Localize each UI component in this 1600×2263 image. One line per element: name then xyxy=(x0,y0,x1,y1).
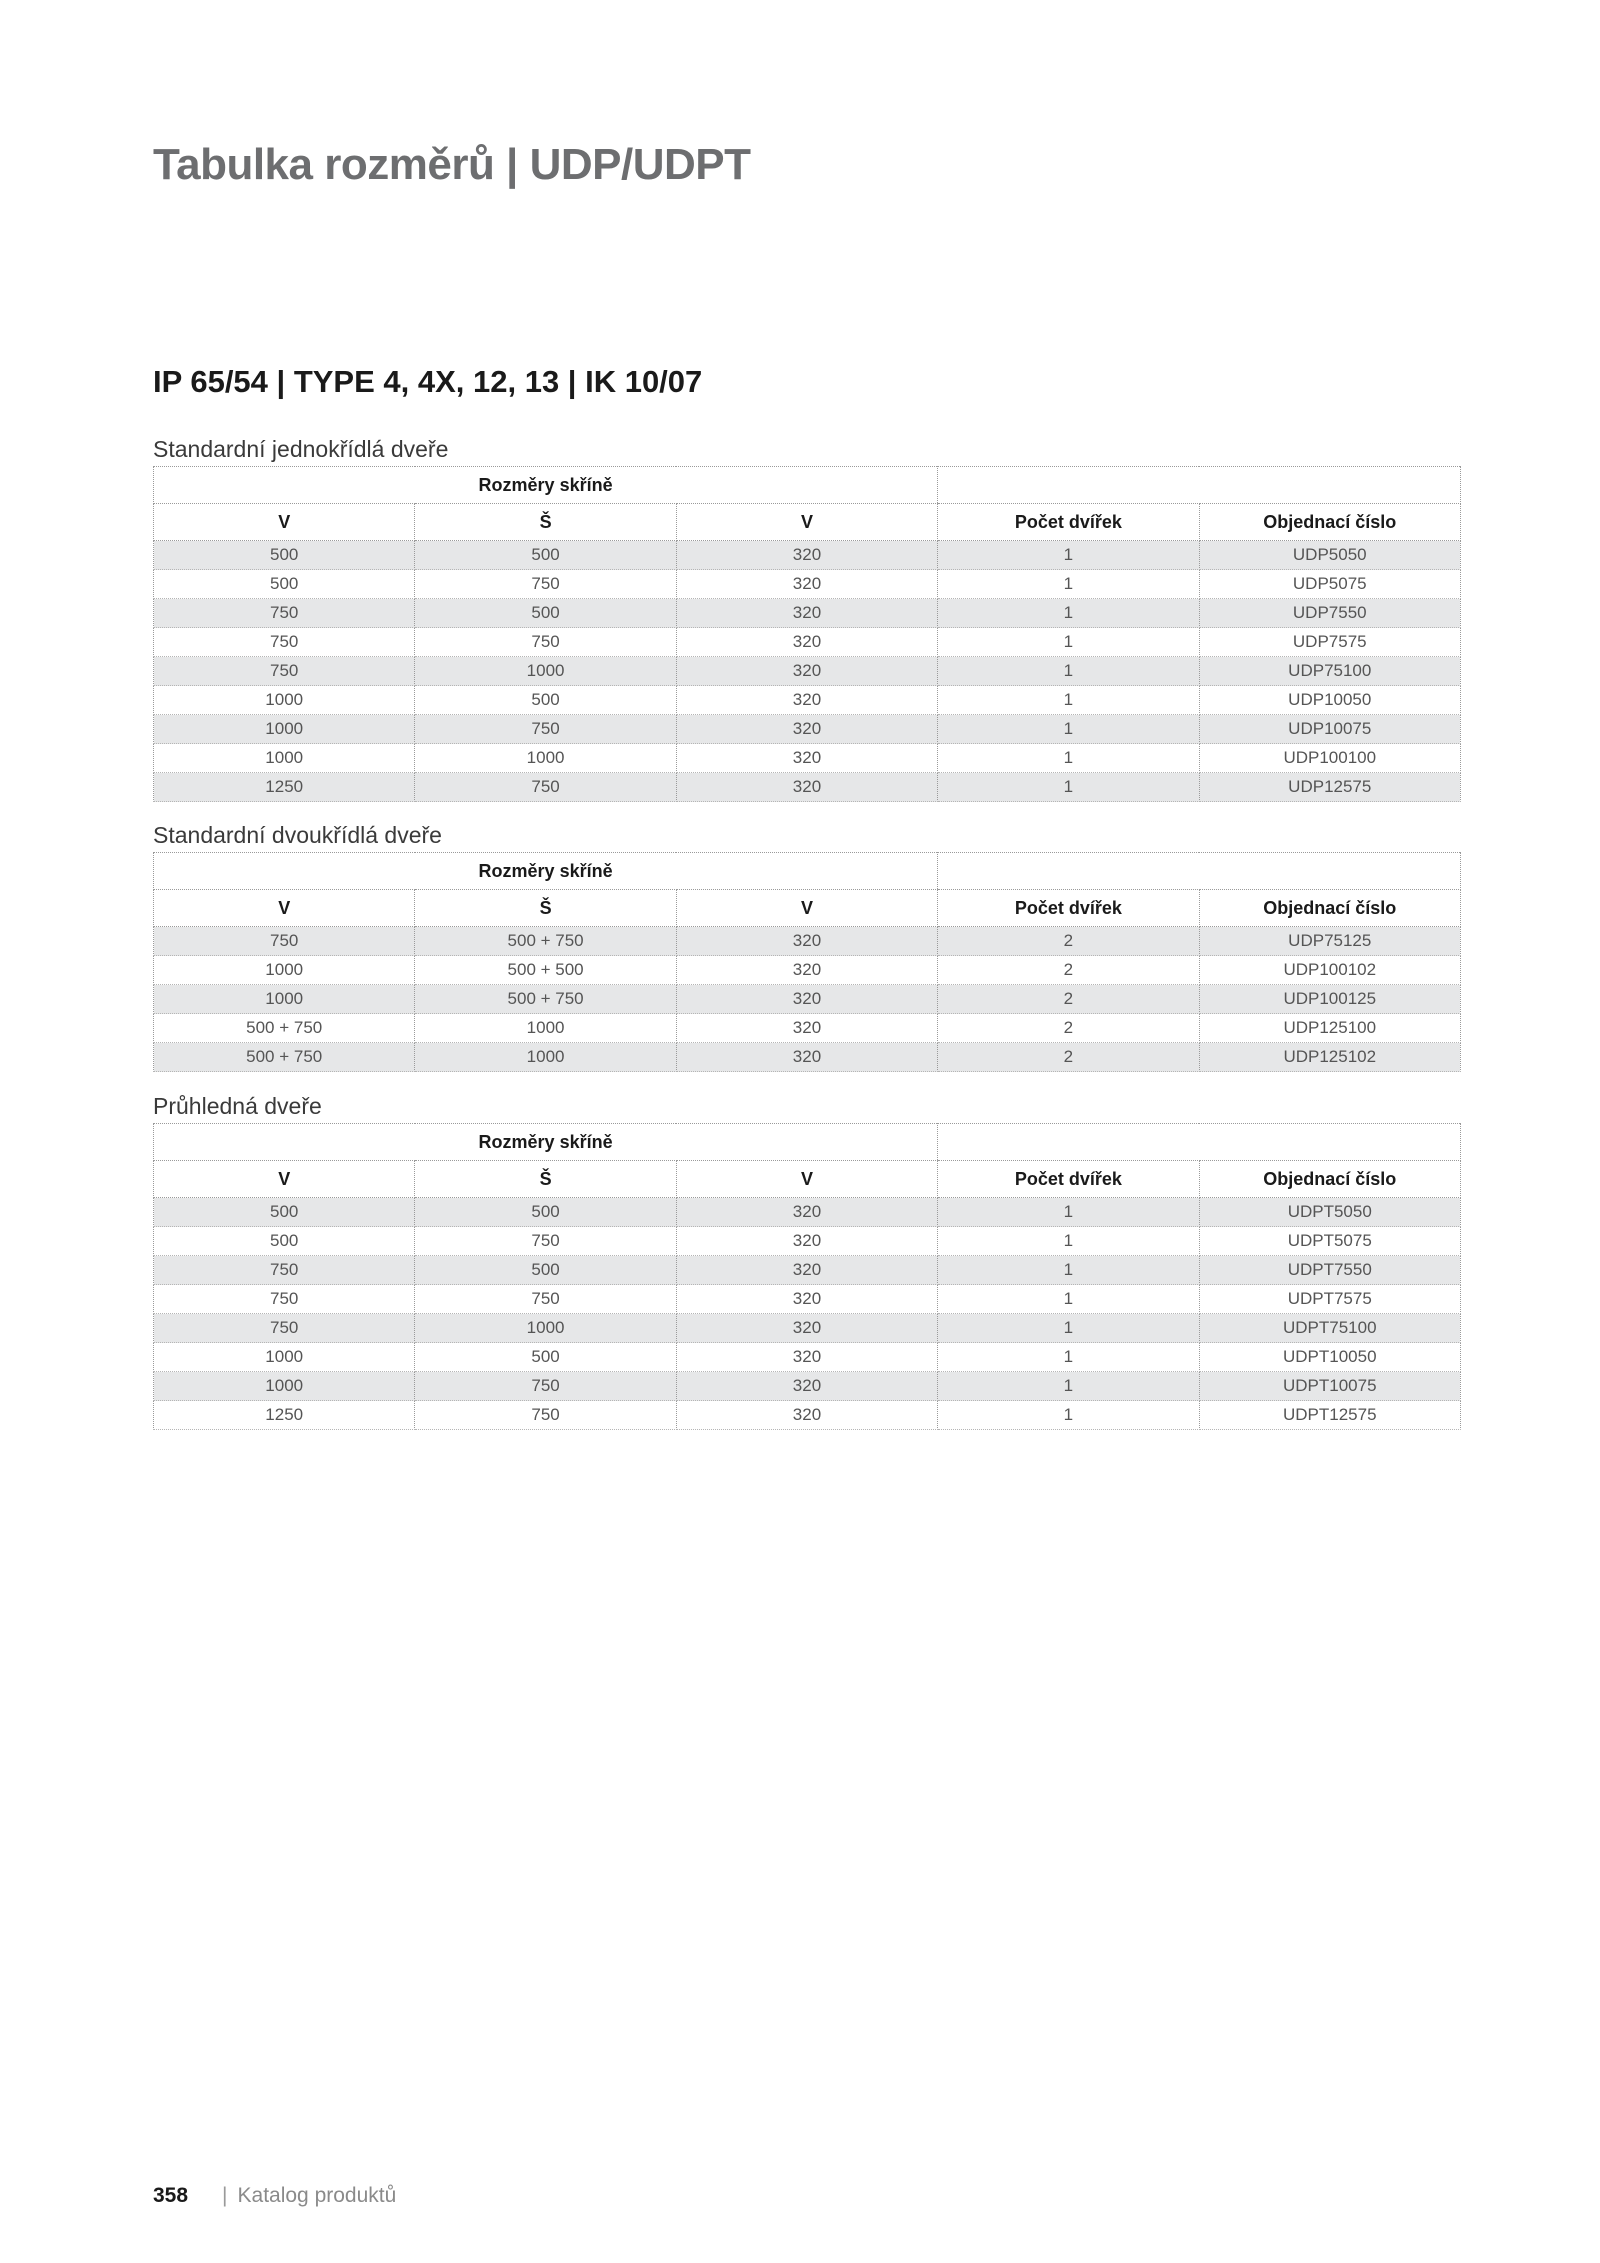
table-row xyxy=(154,1343,1461,1372)
table-cell: UDP12575 xyxy=(1199,773,1460,802)
table-cell: 500 + 500 xyxy=(415,956,676,985)
table-cell: UDPT10050 xyxy=(1199,1343,1460,1372)
table-cell: 1250 xyxy=(154,1401,415,1430)
page-title: Tabulka rozměrů | UDP/UDPT xyxy=(153,140,751,189)
table-cell: 1000 xyxy=(415,1014,676,1043)
table-cell: 320 xyxy=(676,1198,937,1227)
group-header-label: Rozměry skříně xyxy=(415,467,676,504)
dimension-table xyxy=(153,1123,1461,1430)
spec-heading: IP 65/54 | TYPE 4, 4X, 12, 13 | IK 10/07 xyxy=(153,364,703,399)
table-cell: UDPT5075 xyxy=(1199,1227,1460,1256)
section-title: Standardní dvoukřídlá dveře xyxy=(153,822,442,848)
table-cell: 320 xyxy=(676,715,937,744)
table-cell: 1000 xyxy=(154,686,415,715)
table-cell: 1 xyxy=(938,715,1199,744)
section-transparent-door xyxy=(153,1089,1460,1430)
table-cell: 320 xyxy=(676,956,937,985)
table-cell: 320 xyxy=(676,628,937,657)
col-header-door-count: Počet dvířek xyxy=(938,504,1199,541)
table-column-header xyxy=(154,1161,1461,1198)
table-cell: 1000 xyxy=(415,1043,676,1072)
table-cell: UDPT75100 xyxy=(1199,1314,1460,1343)
table-row xyxy=(154,628,1461,657)
table-cell: 500 + 750 xyxy=(154,1014,415,1043)
table-cell: 1 xyxy=(938,1198,1199,1227)
table-cell: 1 xyxy=(938,1343,1199,1372)
col-header-door-count: Počet dvířek xyxy=(938,890,1199,927)
table-cell: 320 xyxy=(676,1314,937,1343)
group-header-label: Rozměry skříně xyxy=(415,853,676,890)
table-cell: 750 xyxy=(415,1401,676,1430)
table-group-header xyxy=(154,467,1461,504)
table-cell: 750 xyxy=(154,1256,415,1285)
table-cell: 750 xyxy=(154,1285,415,1314)
table-cell: 320 xyxy=(676,541,937,570)
table-cell: 320 xyxy=(676,927,937,956)
page-number: 358 xyxy=(153,2184,189,2207)
table-cell: 320 xyxy=(676,1343,937,1372)
table-cell: 320 xyxy=(676,686,937,715)
col-header-depth: V xyxy=(676,890,937,927)
table-cell: 320 xyxy=(676,1285,937,1314)
table-cell: 500 xyxy=(154,1198,415,1227)
table-cell: 1 xyxy=(938,541,1199,570)
table-cell: 500 xyxy=(415,1343,676,1372)
table-cell: 500 + 750 xyxy=(154,1043,415,1072)
footer-separator: | xyxy=(222,2184,228,2207)
table-cell: 320 xyxy=(676,744,937,773)
table-group-header xyxy=(154,1124,1461,1161)
table-cell: 320 xyxy=(676,599,937,628)
table-cell: 1000 xyxy=(415,657,676,686)
group-header-cell xyxy=(676,1124,937,1161)
table-cell: UDP7575 xyxy=(1199,628,1460,657)
table-row xyxy=(154,1198,1461,1227)
table-row xyxy=(154,1401,1461,1430)
group-header-cell xyxy=(676,467,937,504)
table-cell: 2 xyxy=(938,985,1199,1014)
table-cell: 1000 xyxy=(154,1372,415,1401)
table-row xyxy=(154,1314,1461,1343)
table-cell: 2 xyxy=(938,1043,1199,1072)
table-cell: 1 xyxy=(938,1401,1199,1430)
table-cell: 320 xyxy=(676,657,937,686)
section-title: Průhledná dveře xyxy=(153,1093,322,1119)
table-cell: 750 xyxy=(415,1372,676,1401)
table-cell: 1000 xyxy=(154,985,415,1014)
table-row xyxy=(154,1227,1461,1256)
table-cell: 500 + 750 xyxy=(415,985,676,1014)
table-cell: UDPT10075 xyxy=(1199,1372,1460,1401)
section-single-door xyxy=(153,432,1460,802)
table-row xyxy=(154,599,1461,628)
table-column-header xyxy=(154,504,1461,541)
table-cell: 500 xyxy=(415,1198,676,1227)
table-cell: UDP100102 xyxy=(1199,956,1460,985)
page-footer xyxy=(153,2184,396,2208)
col-header-order-number: Objednací číslo xyxy=(1199,504,1460,541)
col-header-height: V xyxy=(154,890,415,927)
table-cell: 2 xyxy=(938,927,1199,956)
table-cell: 1 xyxy=(938,657,1199,686)
table-cell: UDP125102 xyxy=(1199,1043,1460,1072)
table-cell: 750 xyxy=(154,628,415,657)
col-header-order-number: Objednací číslo xyxy=(1199,890,1460,927)
table-row xyxy=(154,1285,1461,1314)
table-row xyxy=(154,985,1461,1014)
table-cell: 320 xyxy=(676,985,937,1014)
table-cell: 750 xyxy=(154,1314,415,1343)
col-header-width: Š xyxy=(415,1161,676,1198)
table-cell: 1 xyxy=(938,1227,1199,1256)
table-cell: 500 xyxy=(415,541,676,570)
table-cell: 320 xyxy=(676,1372,937,1401)
col-header-order-number: Objednací číslo xyxy=(1199,1161,1460,1198)
table-cell: 1 xyxy=(938,570,1199,599)
table-cell: 500 xyxy=(415,686,676,715)
table-cell: 1000 xyxy=(154,715,415,744)
table-row xyxy=(154,541,1461,570)
group-header-cell xyxy=(154,1124,415,1161)
table-cell: 1000 xyxy=(415,744,676,773)
table-cell: 320 xyxy=(676,773,937,802)
col-header-height: V xyxy=(154,504,415,541)
table-cell: 1 xyxy=(938,1285,1199,1314)
table-row xyxy=(154,773,1461,802)
section-double-door xyxy=(153,818,1460,1072)
table-cell: 1 xyxy=(938,628,1199,657)
table-cell: 500 xyxy=(415,1256,676,1285)
group-header-label: Rozměry skříně xyxy=(415,1124,676,1161)
table-cell: UDPT5050 xyxy=(1199,1198,1460,1227)
table-row xyxy=(154,744,1461,773)
table-cell: 750 xyxy=(415,1285,676,1314)
group-header-cell xyxy=(938,467,1461,504)
table-cell: 750 xyxy=(415,773,676,802)
table-cell: UDP10075 xyxy=(1199,715,1460,744)
table-cell: 750 xyxy=(154,657,415,686)
table-cell: 1000 xyxy=(415,1314,676,1343)
col-header-width: Š xyxy=(415,504,676,541)
table-cell: 320 xyxy=(676,1256,937,1285)
table-cell: 320 xyxy=(676,570,937,599)
table-cell: 750 xyxy=(415,1227,676,1256)
table-cell: 320 xyxy=(676,1043,937,1072)
table-cell: 750 xyxy=(415,570,676,599)
group-header-cell xyxy=(154,853,415,890)
table-cell: 1250 xyxy=(154,773,415,802)
table-cell: 2 xyxy=(938,1014,1199,1043)
group-header-cell xyxy=(154,467,415,504)
table-row xyxy=(154,1014,1461,1043)
table-cell: 1000 xyxy=(154,956,415,985)
table-cell: 500 xyxy=(154,570,415,599)
col-header-depth: V xyxy=(676,1161,937,1198)
table-row xyxy=(154,1256,1461,1285)
dimension-table xyxy=(153,852,1461,1072)
col-header-door-count: Počet dvířek xyxy=(938,1161,1199,1198)
table-cell: 1 xyxy=(938,744,1199,773)
table-cell: 750 xyxy=(415,628,676,657)
table-cell: UDP75125 xyxy=(1199,927,1460,956)
group-header-cell xyxy=(938,853,1461,890)
table-cell: UDP7550 xyxy=(1199,599,1460,628)
table-cell: UDPT7550 xyxy=(1199,1256,1460,1285)
catalog-label: Katalog produktů xyxy=(237,2184,397,2207)
table-cell: 1 xyxy=(938,773,1199,802)
table-cell: 750 xyxy=(154,927,415,956)
table-cell: 500 + 750 xyxy=(415,927,676,956)
table-cell: 500 xyxy=(415,599,676,628)
table-cell: 1 xyxy=(938,1256,1199,1285)
dimension-table xyxy=(153,466,1461,802)
table-cell: 320 xyxy=(676,1014,937,1043)
table-cell: 1 xyxy=(938,686,1199,715)
table-cell: UDP75100 xyxy=(1199,657,1460,686)
table-cell: 320 xyxy=(676,1401,937,1430)
table-row xyxy=(154,657,1461,686)
table-row xyxy=(154,1372,1461,1401)
col-header-width: Š xyxy=(415,890,676,927)
table-cell: UDPT12575 xyxy=(1199,1401,1460,1430)
table-row xyxy=(154,927,1461,956)
table-cell: 750 xyxy=(415,715,676,744)
table-cell: 1000 xyxy=(154,744,415,773)
table-cell: UDP100100 xyxy=(1199,744,1460,773)
table-cell: UDPT7575 xyxy=(1199,1285,1460,1314)
section-title: Standardní jednokřídlá dveře xyxy=(153,436,449,462)
table-cell: 1 xyxy=(938,1372,1199,1401)
col-header-height: V xyxy=(154,1161,415,1198)
table-cell: UDP5075 xyxy=(1199,570,1460,599)
table-row xyxy=(154,715,1461,744)
group-header-cell xyxy=(676,853,937,890)
group-header-cell xyxy=(938,1124,1461,1161)
table-cell: 1 xyxy=(938,599,1199,628)
table-row xyxy=(154,570,1461,599)
table-cell: UDP125100 xyxy=(1199,1014,1460,1043)
table-row xyxy=(154,686,1461,715)
table-cell: 320 xyxy=(676,1227,937,1256)
table-cell: 500 xyxy=(154,1227,415,1256)
col-header-depth: V xyxy=(676,504,937,541)
table-row xyxy=(154,1043,1461,1072)
table-cell: 1 xyxy=(938,1314,1199,1343)
table-cell: 500 xyxy=(154,541,415,570)
table-cell: 2 xyxy=(938,956,1199,985)
table-cell: 1000 xyxy=(154,1343,415,1372)
table-row xyxy=(154,956,1461,985)
table-cell: 750 xyxy=(154,599,415,628)
table-group-header xyxy=(154,853,1461,890)
table-cell: UDP100125 xyxy=(1199,985,1460,1014)
table-column-header xyxy=(154,890,1461,927)
table-cell: UDP5050 xyxy=(1199,541,1460,570)
table-cell: UDP10050 xyxy=(1199,686,1460,715)
